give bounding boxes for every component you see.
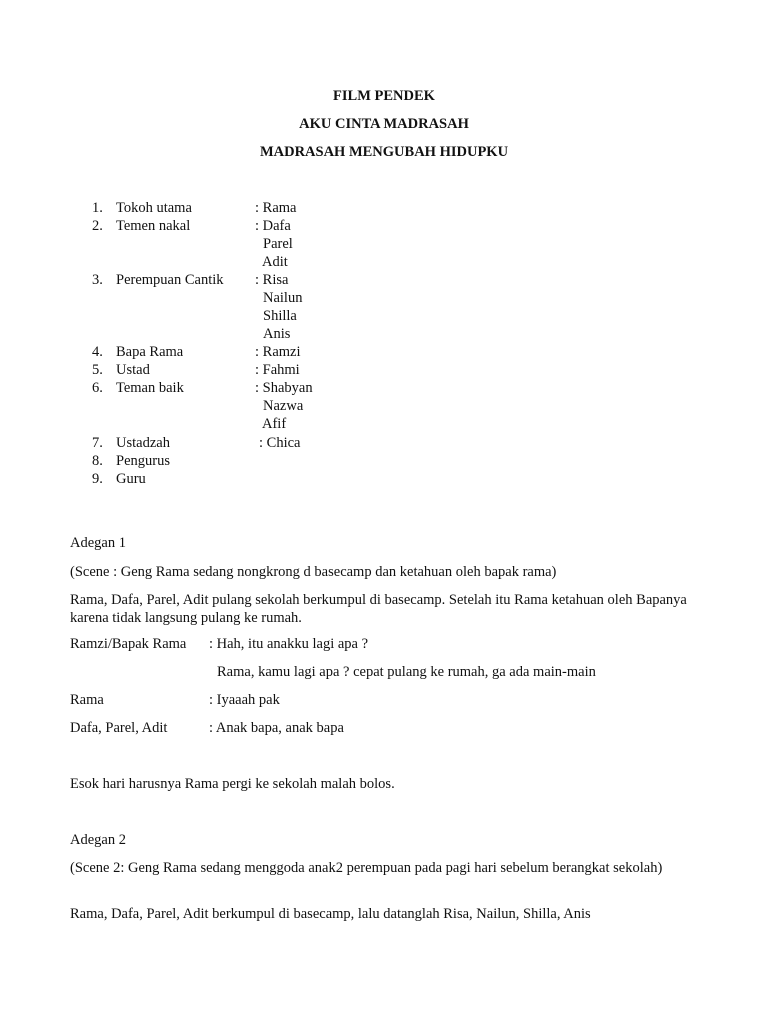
cast-name: : Ramzi <box>255 344 301 360</box>
cast-name: : Rama <box>255 200 297 216</box>
cast-name: : Risa <box>255 272 289 288</box>
cast-role: Bapa Rama <box>116 344 184 360</box>
cast-name: Nazwa <box>263 398 304 414</box>
cast-name: Parel <box>263 236 293 252</box>
scene-description: Rama, Dafa, Parel, Adit pulang sekolah berkumpul di basecamp. Setelah itu Rama ketahuan oleh Bapanya karena tidak langsung pulang ke rumah. <box>70 592 687 626</box>
cast-number: 2. <box>92 218 103 234</box>
cast-name: : Chica <box>259 435 301 451</box>
cast-role: Ustadzah <box>116 435 170 451</box>
scene-closing: Esok hari harusnya Rama pergi ke sekolah malah bolos. <box>70 776 395 792</box>
cast-name: Shilla <box>263 308 297 324</box>
cast-role: Pengurus <box>116 453 170 469</box>
scene-note: (Scene : Geng Rama sedang nongkrong d basecamp dan ketahuan oleh bapak rama) <box>70 564 557 580</box>
title-film-pendek: FILM PENDEK <box>333 88 435 104</box>
dialogue-speaker: Rama <box>70 692 104 708</box>
cast-role: Tokoh utama <box>116 200 192 216</box>
dialogue-speaker: Dafa, Parel, Adit <box>70 720 168 736</box>
scene-heading: Adegan 1 <box>70 535 126 551</box>
cast-role: Teman baik <box>116 380 184 396</box>
cast-number: 6. <box>92 380 103 396</box>
title-madrasah-mengubah-hidupku: MADRASAH MENGUBAH HIDUPKU <box>259 144 509 160</box>
dialogue-line: : Iyaaah pak <box>209 692 280 708</box>
scene-description: Rama, Dafa, Parel, Adit berkumpul di basecamp, lalu datanglah Risa, Nailun, Shilla, Anis <box>70 906 591 922</box>
cast-number: 1. <box>92 200 103 216</box>
cast-number: 8. <box>92 453 103 469</box>
dialogue-line: : Hah, itu anakku lagi apa ? <box>209 636 369 652</box>
cast-role: Temen nakal <box>116 218 191 234</box>
title-aku-cinta-madrasah: AKU CINTA MADRASAH <box>299 116 469 132</box>
dialogue-line: Rama, kamu lagi apa ? cepat pulang ke rumah, ga ada main-main <box>217 664 596 680</box>
scene-note: (Scene 2: Geng Rama sedang menggoda anak2 perempuan pada pagi hari sebelum berangkat sekolah) <box>70 860 663 876</box>
cast-name: Anis <box>263 326 291 342</box>
cast-number: 5. <box>92 362 103 378</box>
cast-name: : Dafa <box>255 218 291 234</box>
cast-number: 3. <box>92 272 103 288</box>
cast-name: Afif <box>262 416 287 432</box>
cast-name: : Shabyan <box>255 380 313 396</box>
cast-name: Nailun <box>263 290 303 306</box>
cast-number: 9. <box>92 471 103 487</box>
cast-name: : Fahmi <box>255 362 300 378</box>
cast-role: Guru <box>116 471 146 487</box>
dialogue-line: : Anak bapa, anak bapa <box>209 720 344 736</box>
cast-role: Perempuan Cantik <box>116 272 224 288</box>
cast-number: 7. <box>92 435 103 451</box>
scene-heading: Adegan 2 <box>70 832 126 848</box>
cast-number: 4. <box>92 344 103 360</box>
cast-name: Adit <box>262 254 288 270</box>
dialogue-speaker: Ramzi/Bapak Rama <box>70 636 187 652</box>
cast-role: Ustad <box>116 362 150 378</box>
